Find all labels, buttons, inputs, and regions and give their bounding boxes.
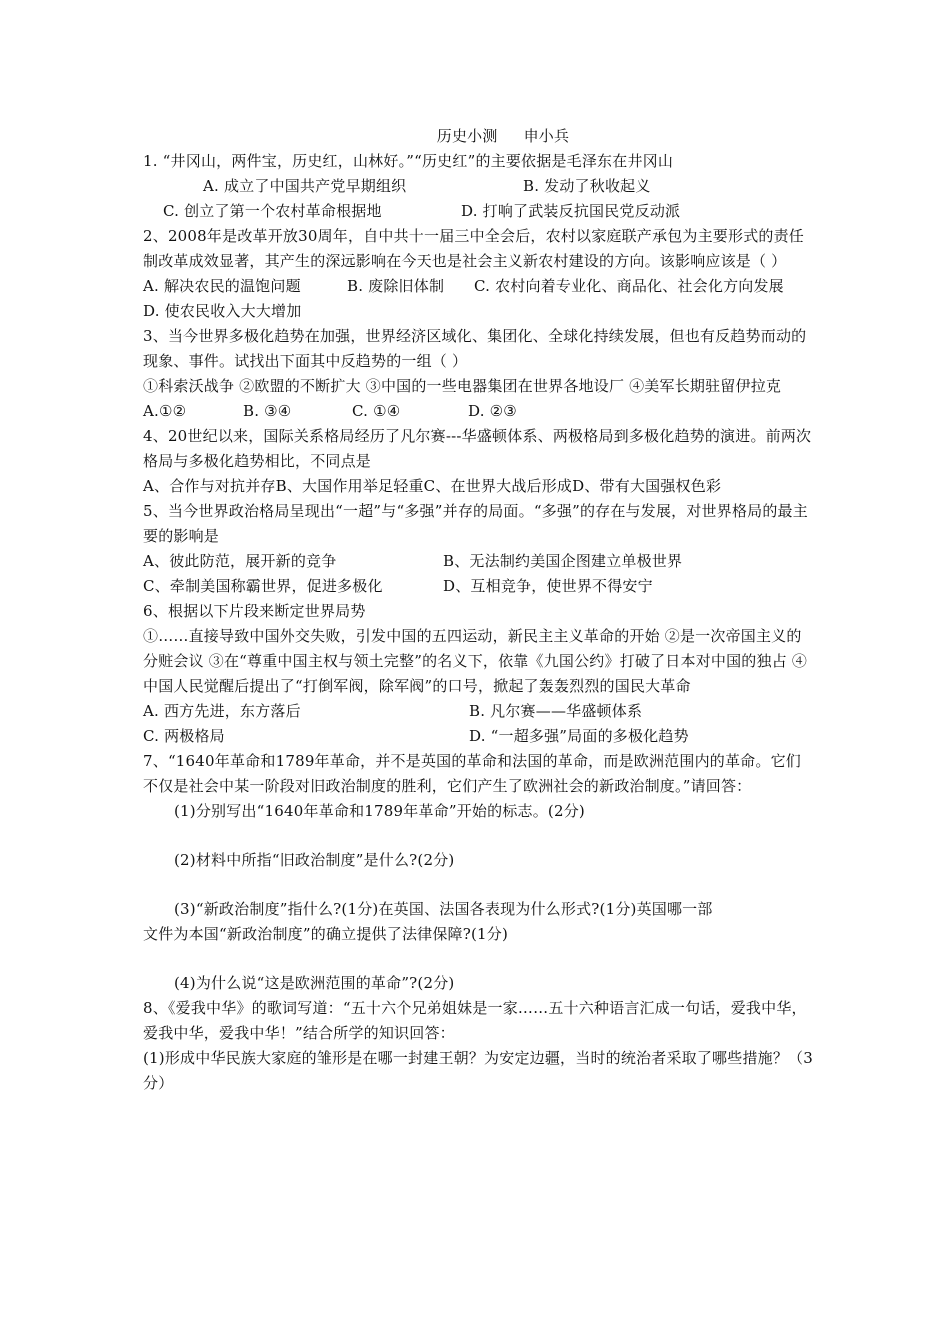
question-3-stem: 3、当今世界多极化趋势在加强，世界经济区域化、集团化、全球化持续发展，但也有反趋势而动的现象、事件。试找出下面其中反趋势的一组（ ） bbox=[143, 327, 807, 370]
title-text: 历史小测 bbox=[436, 127, 498, 145]
q3-option-b: B. ③④ bbox=[243, 402, 292, 420]
q6-option-b: B. 凡尔赛——华盛顿体系 bbox=[469, 702, 643, 720]
answer-space bbox=[143, 947, 813, 971]
q5-option-c: C、牵制美国称霸世界，促进多极化 bbox=[143, 577, 383, 595]
q5-option-a: A、彼此防范，展开新的竞争 bbox=[143, 552, 337, 570]
q7-part-2: (2)材料中所指“旧政治制度”是什么?(2分) bbox=[174, 851, 455, 869]
exam-content bbox=[143, 124, 813, 1096]
q3-option-a: A.①② bbox=[143, 402, 187, 420]
q7-part-4: (4)为什么说“这是欧洲范围的革命”?(2分) bbox=[174, 974, 455, 992]
question-6-stem: 6、根据以下片段来断定世界局势 bbox=[143, 602, 366, 620]
question-1-options-row2 bbox=[143, 199, 813, 224]
question-8-stem: 8、《爱我中华》的歌词写道：“五十六个兄弟姐妹是一家……五十六种语言汇成一句话，爱我中华，爱我中华，爱我中华！”结合所学的知识回答： bbox=[143, 999, 807, 1042]
page-title bbox=[193, 124, 813, 149]
q1-option-d: D. 打响了武装反抗国民党反动派 bbox=[461, 202, 681, 220]
q7-part-3-line2: 文件为本国“新政治制度”的确立提供了法律保障?(1分) bbox=[143, 925, 509, 943]
question-3-options bbox=[143, 399, 813, 424]
question-6-body: ①……直接导致中国外交失败，引发中国的五四运动，新民主主义革命的开始 ②是一次帝国主义的分赃会议 ③在“尊重中国主权与领土完整”的名义下，依靠《九国公约》打破了日本对中国的独占 ④中国人民觉醒后提出了“打倒军阀，除军阀”的口号，掀起了轰轰烈烈的国民大革命 bbox=[143, 627, 808, 695]
question-2-options-row1 bbox=[143, 274, 813, 299]
question-3-items: ①科索沃战争 ②欧盟的不断扩大 ③中国的一些电器集团在世界各地设厂 ④美军长期驻留伊拉克 bbox=[143, 377, 782, 395]
question-6-options-row1 bbox=[143, 699, 813, 724]
question-5-options-row1 bbox=[143, 549, 813, 574]
q6-option-d: D. “一超多强”局面的多极化趋势 bbox=[469, 727, 689, 745]
q7-part-3-line1: (3)“新政治制度”指什么?(1分)在英国、法国各表现为什么形式?(1分)英国哪一部 bbox=[174, 900, 713, 918]
author-name: 申小兵 bbox=[523, 127, 570, 145]
q3-option-d: D. ②③ bbox=[468, 402, 517, 420]
q3-option-c: C. ①④ bbox=[352, 402, 401, 420]
q2-option-a: A. 解决农民的温饱问题 bbox=[143, 277, 301, 295]
question-5-stem: 5、当今世界政治格局呈现出“一超”与“多强”并存的局面。“多强”的存在与发展，对世界格局的最主要的影响是 bbox=[143, 502, 808, 545]
q5-option-b: B、无法制约美国企图建立单极世界 bbox=[443, 552, 683, 570]
question-1-stem: 1. “井冈山，两件宝，历史红，山林好。”“历史红”的主要依据是毛泽东在井冈山 bbox=[143, 152, 674, 170]
q6-option-c: C. 两极格局 bbox=[143, 727, 225, 745]
answer-space bbox=[143, 873, 813, 897]
question-1-options-row1 bbox=[143, 174, 813, 199]
answer-space bbox=[143, 824, 813, 848]
q7-part-1: (1)分别写出“1640年革命和1789年革命”开始的标志。(2分) bbox=[174, 802, 585, 820]
q2-option-d: D. 使农民收入大大增加 bbox=[143, 302, 302, 320]
q5-option-d: D、互相竞争，使世界不得安宁 bbox=[443, 577, 653, 595]
question-4-options: A、合作与对抗并存B、大国作用举足轻重C、在世界大战后形成D、带有大国强权色彩 bbox=[143, 477, 722, 495]
question-7-stem: 7、“1640年革命和1789年革命，并不是英国的革命和法国的革命，而是欧洲范围内的革命。它们不仅是社会中某一阶段对旧政治制度的胜利，它们产生了欧洲社会的新政治制度。”请回答： bbox=[143, 752, 801, 795]
question-4-stem: 4、20世纪以来，国际关系格局经历了凡尔赛---华盛顿体系、两极格局到多极化趋势的演进。前两次格局与多极化趋势相比，不同点是 bbox=[143, 427, 812, 470]
q1-option-c: C. 创立了第一个农村革命根据地 bbox=[163, 202, 382, 220]
q2-option-c: C. 农村向着专业化、商品化、社会化方向发展 bbox=[474, 277, 784, 295]
q8-part-1: (1)形成中华民族大家庭的雏形是在哪一封建王朝？为安定边疆，当时的统治者采取了哪些措施？（3分） bbox=[143, 1049, 813, 1092]
q1-option-b: B. 发动了秋收起义 bbox=[523, 177, 651, 195]
question-6-options-row2 bbox=[143, 724, 813, 749]
question-5-options-row2 bbox=[143, 574, 813, 599]
q1-option-a: A. 成立了中国共产党早期组织 bbox=[203, 177, 407, 195]
question-2-stem: 2、2008年是改革开放30周年，自中共十一届三中全会后，农村以家庭联产承包为主要形式的责任制改革成效显著，其产生的深远影响在今天也是社会主义新农村建设的方向。该影响应该是（ ） bbox=[143, 227, 805, 270]
q6-option-a: A. 西方先进，东方落后 bbox=[143, 702, 301, 720]
q2-option-b: B. 废除旧体制 bbox=[347, 277, 445, 295]
